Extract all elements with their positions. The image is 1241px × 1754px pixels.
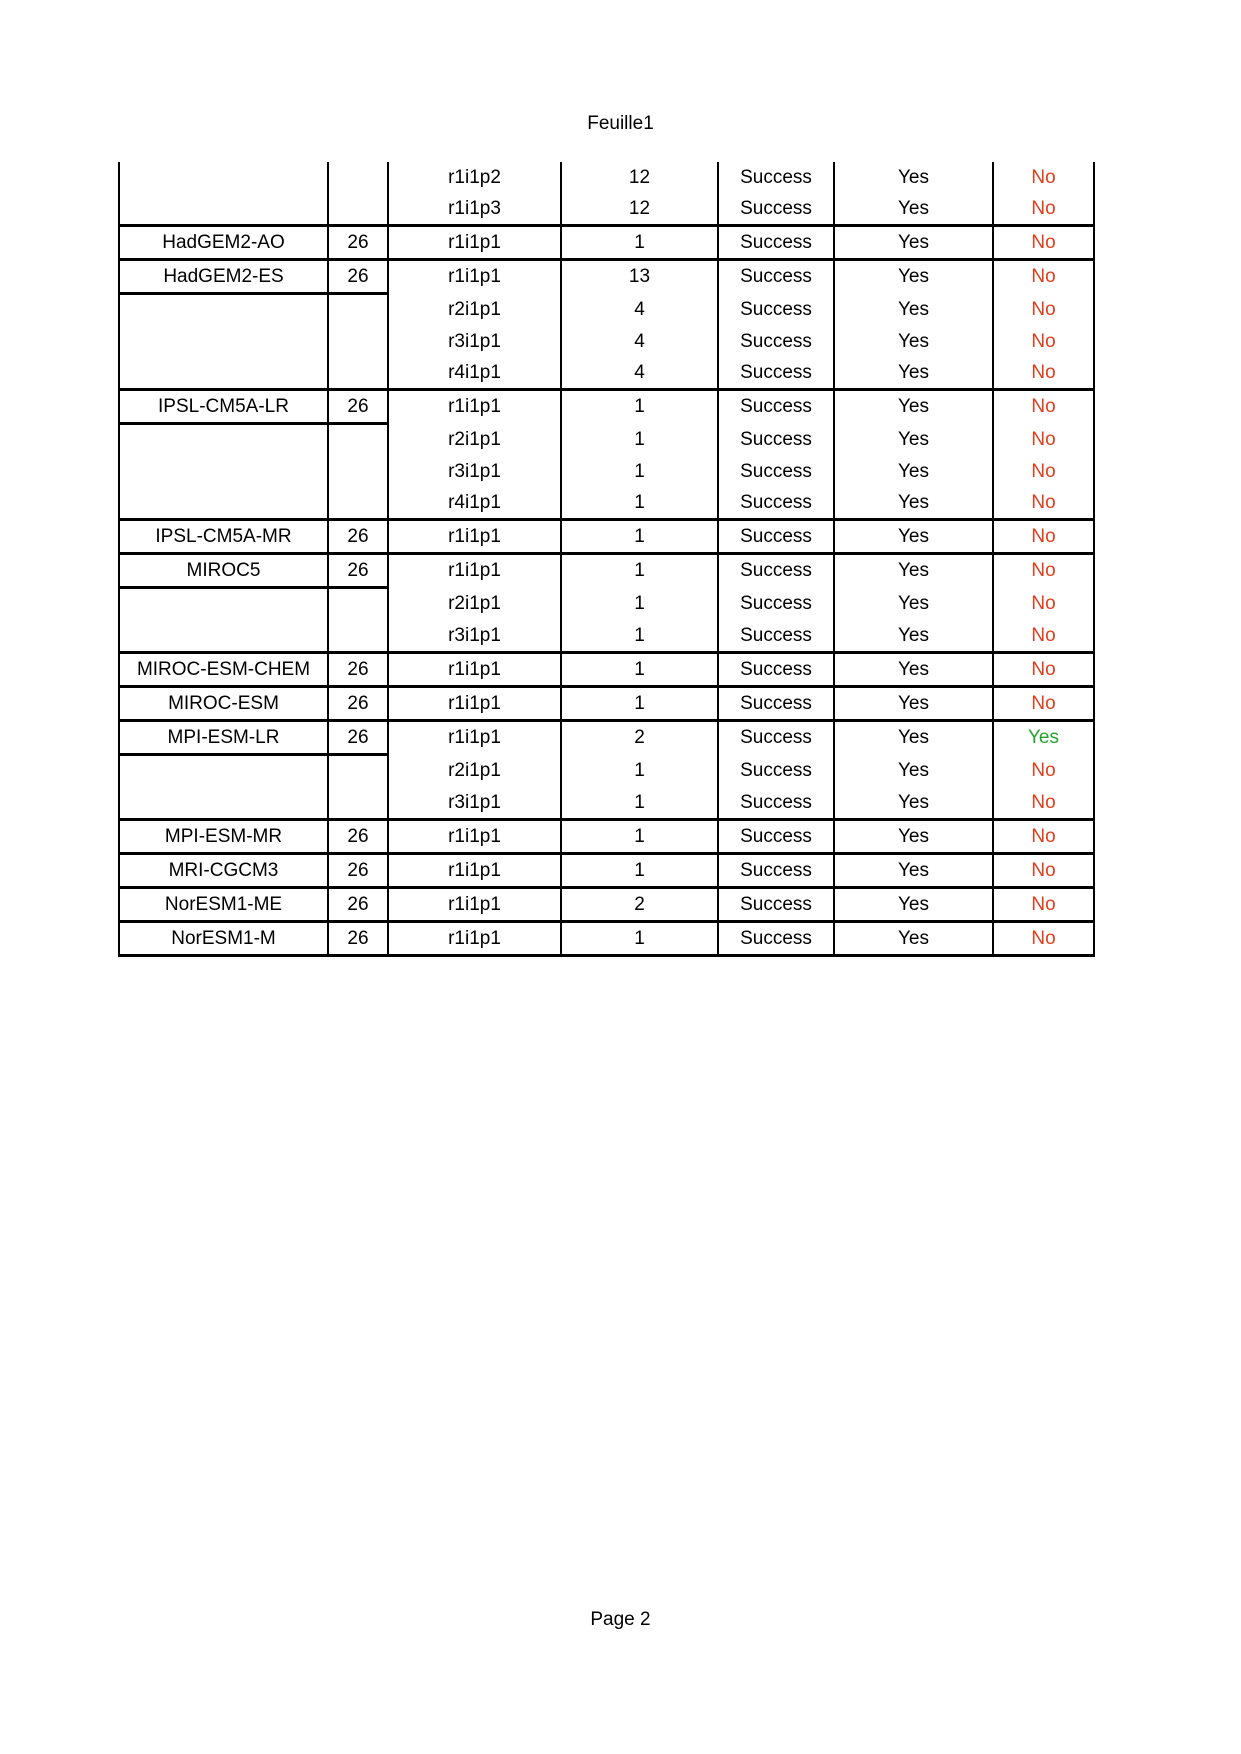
cell-run: r1i1p1 [388, 653, 561, 687]
cell-count: 26 [328, 653, 388, 687]
cell-run: r3i1p1 [388, 620, 561, 653]
cell-model [119, 755, 328, 788]
cell-flag1: Yes [834, 294, 993, 327]
cell-flag2: No [993, 755, 1094, 788]
cell-count [328, 162, 388, 193]
cell-count [328, 456, 388, 487]
cell-flag2: No [993, 554, 1094, 588]
cell-value: 12 [561, 193, 718, 226]
cell-value: 1 [561, 687, 718, 721]
cell-model [119, 326, 328, 357]
cell-status: Success [718, 854, 834, 888]
cell-value: 4 [561, 326, 718, 357]
cell-flag2: No [993, 326, 1094, 357]
cell-flag1: Yes [834, 487, 993, 520]
cell-flag2: No [993, 520, 1094, 554]
cell-value: 1 [561, 854, 718, 888]
table-body [119, 162, 1094, 956]
table-row [119, 820, 1094, 854]
cell-value: 1 [561, 588, 718, 621]
cell-run: r1i1p1 [388, 226, 561, 260]
cell-run: r1i1p1 [388, 888, 561, 922]
cell-count: 26 [328, 520, 388, 554]
cell-model [119, 424, 328, 457]
cell-model: IPSL-CM5A-LR [119, 390, 328, 424]
table-row [119, 653, 1094, 687]
cell-run: r2i1p1 [388, 588, 561, 621]
cell-value: 12 [561, 162, 718, 193]
cell-flag2: Yes [993, 721, 1094, 755]
cell-status: Success [718, 620, 834, 653]
cell-status: Success [718, 424, 834, 457]
cell-flag2: No [993, 787, 1094, 820]
cell-count [328, 487, 388, 520]
cell-status: Success [718, 226, 834, 260]
cell-run: r1i1p1 [388, 554, 561, 588]
cell-run: r1i1p1 [388, 520, 561, 554]
model-runs-table [118, 162, 1095, 957]
cell-value: 1 [561, 787, 718, 820]
table-row [119, 520, 1094, 554]
table-row [119, 922, 1094, 956]
cell-status: Success [718, 721, 834, 755]
cell-run: r1i1p1 [388, 721, 561, 755]
table-row [119, 620, 1094, 653]
cell-count [328, 588, 388, 621]
cell-count [328, 424, 388, 457]
cell-value: 1 [561, 922, 718, 956]
table-row [119, 687, 1094, 721]
cell-model [119, 193, 328, 226]
cell-status: Success [718, 687, 834, 721]
cell-flag2: No [993, 820, 1094, 854]
cell-flag2: No [993, 653, 1094, 687]
table-row [119, 456, 1094, 487]
page-footer: Page 2 [590, 1609, 651, 1630]
cell-count [328, 326, 388, 357]
cell-flag2: No [993, 620, 1094, 653]
cell-flag2: No [993, 487, 1094, 520]
table-row [119, 193, 1094, 226]
cell-status: Success [718, 357, 834, 390]
cell-flag1: Yes [834, 755, 993, 788]
cell-flag2: No [993, 193, 1094, 226]
cell-flag2: No [993, 456, 1094, 487]
cell-value: 1 [561, 554, 718, 588]
cell-run: r1i1p1 [388, 390, 561, 424]
cell-value: 1 [561, 820, 718, 854]
table-row [119, 326, 1094, 357]
cell-value: 1 [561, 456, 718, 487]
table-row [119, 260, 1094, 294]
cell-flag2: No [993, 294, 1094, 327]
cell-count: 26 [328, 260, 388, 294]
cell-status: Success [718, 922, 834, 956]
cell-status: Success [718, 653, 834, 687]
cell-run: r2i1p1 [388, 294, 561, 327]
cell-flag1: Yes [834, 520, 993, 554]
cell-model: NorESM1-ME [119, 888, 328, 922]
table-row [119, 487, 1094, 520]
cell-value: 2 [561, 721, 718, 755]
table-row [119, 226, 1094, 260]
cell-count [328, 755, 388, 788]
cell-flag1: Yes [834, 162, 993, 193]
table-row [119, 162, 1094, 193]
table-row [119, 357, 1094, 390]
sheet-title: Feuille1 [587, 113, 654, 134]
cell-flag1: Yes [834, 854, 993, 888]
cell-model: MIROC-ESM-CHEM [119, 653, 328, 687]
cell-flag1: Yes [834, 554, 993, 588]
cell-value: 1 [561, 520, 718, 554]
cell-count: 26 [328, 721, 388, 755]
cell-run: r4i1p1 [388, 487, 561, 520]
cell-count [328, 620, 388, 653]
cell-run: r3i1p1 [388, 787, 561, 820]
cell-status: Success [718, 588, 834, 621]
cell-model: HadGEM2-AO [119, 226, 328, 260]
cell-count [328, 294, 388, 327]
cell-model: HadGEM2-ES [119, 260, 328, 294]
cell-count [328, 787, 388, 820]
cell-count: 26 [328, 226, 388, 260]
cell-flag1: Yes [834, 687, 993, 721]
cell-run: r1i1p1 [388, 820, 561, 854]
cell-run: r1i1p3 [388, 193, 561, 226]
cell-flag1: Yes [834, 820, 993, 854]
cell-value: 2 [561, 888, 718, 922]
cell-flag1: Yes [834, 193, 993, 226]
cell-model: IPSL-CM5A-MR [119, 520, 328, 554]
cell-flag1: Yes [834, 588, 993, 621]
table-row [119, 294, 1094, 327]
cell-flag2: No [993, 390, 1094, 424]
cell-flag2: No [993, 226, 1094, 260]
cell-count: 26 [328, 687, 388, 721]
cell-status: Success [718, 520, 834, 554]
cell-status: Success [718, 260, 834, 294]
cell-flag1: Yes [834, 326, 993, 357]
cell-value: 1 [561, 620, 718, 653]
cell-model: NorESM1-M [119, 922, 328, 956]
cell-count: 26 [328, 390, 388, 424]
table-row [119, 755, 1094, 788]
cell-flag2: No [993, 588, 1094, 621]
cell-count: 26 [328, 922, 388, 956]
cell-flag1: Yes [834, 653, 993, 687]
cell-flag1: Yes [834, 260, 993, 294]
cell-flag2: No [993, 162, 1094, 193]
cell-flag2: No [993, 888, 1094, 922]
cell-flag1: Yes [834, 357, 993, 390]
cell-status: Success [718, 487, 834, 520]
cell-run: r3i1p1 [388, 326, 561, 357]
cell-run: r2i1p1 [388, 424, 561, 457]
cell-status: Success [718, 326, 834, 357]
cell-value: 1 [561, 424, 718, 457]
cell-flag2: No [993, 260, 1094, 294]
cell-model [119, 456, 328, 487]
cell-run: r2i1p1 [388, 755, 561, 788]
cell-model [119, 162, 328, 193]
table-row [119, 854, 1094, 888]
table-row [119, 554, 1094, 588]
cell-model [119, 787, 328, 820]
cell-model: MIROC5 [119, 554, 328, 588]
table-row [119, 888, 1094, 922]
cell-model: MIROC-ESM [119, 687, 328, 721]
table-row [119, 424, 1094, 457]
cell-flag1: Yes [834, 424, 993, 457]
cell-status: Success [718, 294, 834, 327]
cell-count: 26 [328, 854, 388, 888]
table-row [119, 787, 1094, 820]
cell-model [119, 294, 328, 327]
cell-value: 1 [561, 226, 718, 260]
cell-flag1: Yes [834, 721, 993, 755]
cell-flag2: No [993, 357, 1094, 390]
cell-count [328, 357, 388, 390]
table-row [119, 390, 1094, 424]
cell-value: 1 [561, 653, 718, 687]
cell-status: Success [718, 888, 834, 922]
cell-status: Success [718, 755, 834, 788]
cell-value: 4 [561, 294, 718, 327]
cell-model: MPI-ESM-MR [119, 820, 328, 854]
cell-flag1: Yes [834, 922, 993, 956]
cell-model [119, 620, 328, 653]
cell-run: r3i1p1 [388, 456, 561, 487]
cell-value: 4 [561, 357, 718, 390]
cell-value: 1 [561, 390, 718, 424]
cell-run: r1i1p1 [388, 687, 561, 721]
cell-flag2: No [993, 687, 1094, 721]
cell-model [119, 588, 328, 621]
cell-flag2: No [993, 854, 1094, 888]
cell-value: 1 [561, 487, 718, 520]
cell-value: 13 [561, 260, 718, 294]
cell-status: Success [718, 162, 834, 193]
cell-flag1: Yes [834, 888, 993, 922]
cell-model: MRI-CGCM3 [119, 854, 328, 888]
cell-run: r1i1p2 [388, 162, 561, 193]
cell-run: r1i1p1 [388, 922, 561, 956]
cell-model [119, 357, 328, 390]
cell-status: Success [718, 787, 834, 820]
cell-status: Success [718, 193, 834, 226]
cell-run: r1i1p1 [388, 260, 561, 294]
cell-run: r4i1p1 [388, 357, 561, 390]
cell-count: 26 [328, 554, 388, 588]
cell-status: Success [718, 554, 834, 588]
cell-flag1: Yes [834, 787, 993, 820]
cell-count: 26 [328, 820, 388, 854]
cell-flag1: Yes [834, 390, 993, 424]
cell-value: 1 [561, 755, 718, 788]
cell-flag1: Yes [834, 456, 993, 487]
cell-status: Success [718, 456, 834, 487]
cell-flag2: No [993, 922, 1094, 956]
cell-count: 26 [328, 888, 388, 922]
cell-count [328, 193, 388, 226]
cell-model: MPI-ESM-LR [119, 721, 328, 755]
table-row [119, 588, 1094, 621]
cell-flag2: No [993, 424, 1094, 457]
cell-status: Success [718, 820, 834, 854]
cell-run: r1i1p1 [388, 854, 561, 888]
cell-flag1: Yes [834, 226, 993, 260]
cell-model [119, 487, 328, 520]
cell-status: Success [718, 390, 834, 424]
cell-flag1: Yes [834, 620, 993, 653]
table-row [119, 721, 1094, 755]
